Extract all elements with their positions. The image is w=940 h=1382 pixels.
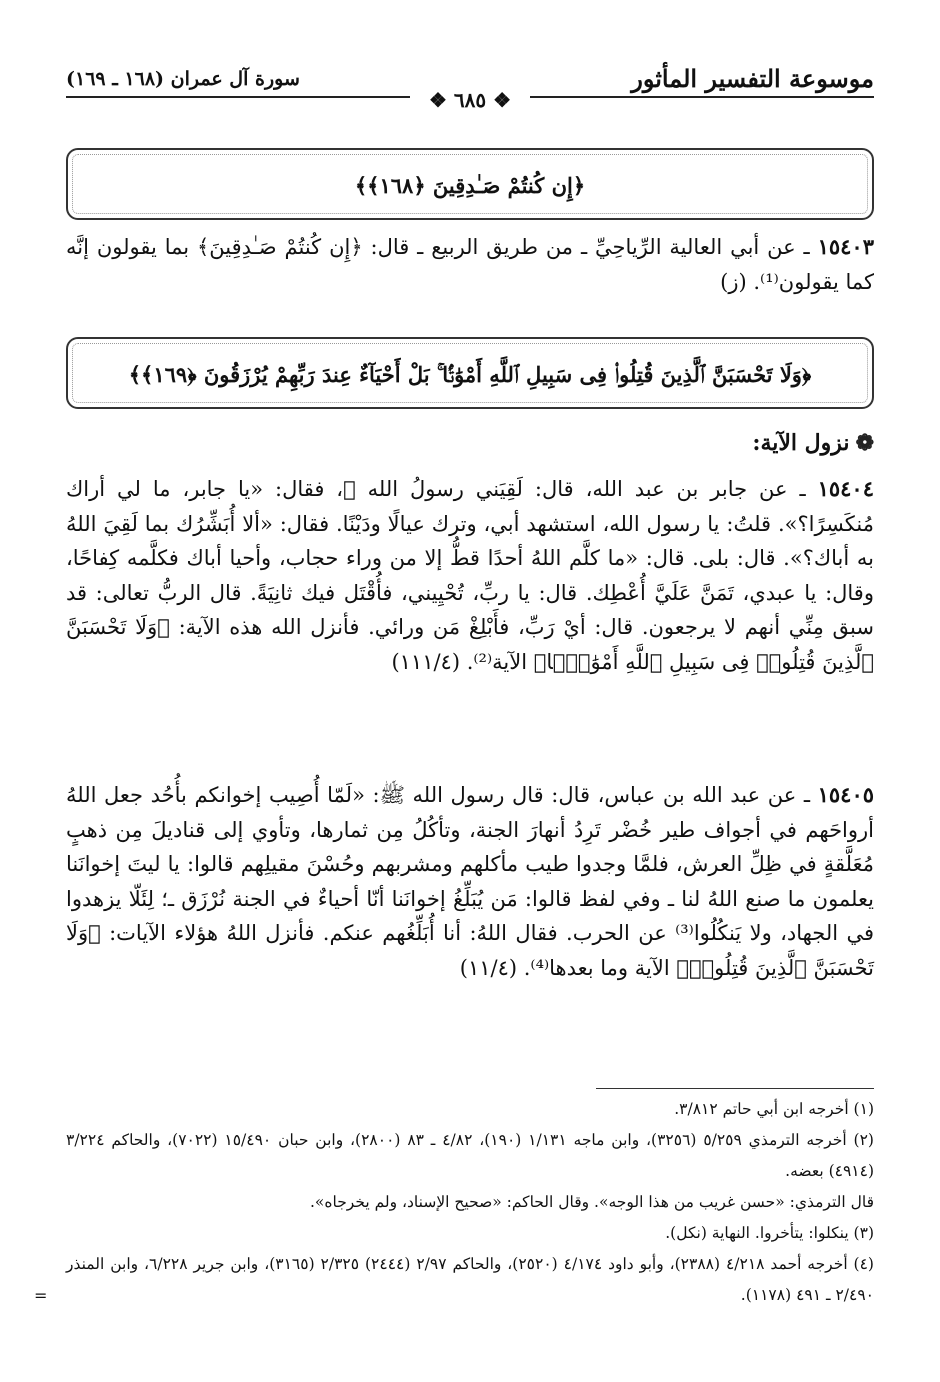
entry-number: ١٥٤٠٤ xyxy=(817,476,874,501)
section-heading: ❁نزول الآية: xyxy=(752,430,874,456)
entry-15404 xyxy=(66,472,874,679)
footnote-rule xyxy=(596,1088,874,1089)
entry-number: ١٥٤٠٥ xyxy=(817,782,875,807)
ornament-icon: ❖ xyxy=(428,88,454,112)
entry-number: ١٥٤٠٣ xyxy=(817,234,874,259)
entry-text: ـ عن جابر بن عبد الله، قال: لَقِيَني رسولُ الله ﷺ، فقال: «يا جابر، ما لي أراك مُنكَسِرًا؟». قلتُ: يا رسول الله، استشهد أبي، وترك عيالًا ودَيْنًا. فقال: «ألا أُبَشِّرُك بما لَقِيَ اللهُ به أباك؟». قال: بلى. قال: «ما كلَّم اللهُ أحدًا قطُّ إلا من وراء حجاب، وأحيا أباك فكلَّمه كِفاحًا، وقال: يا عبدي، تَمَنَّ عَلَيَّ أُعْطِك. قال: يا ربِّ، تُحْيِيني، فأُقْتَل فيك ثانِيَةً. قال الربُّ تعالى: قد سبق مِنِّي أنهم لا يرجعون. قال: أيْ رَبِّ، فأَبْلِغْ مَن ورائي. فأنزل الله هذه الآية: ﴿وَلَا تَحْسَبَنَّ ٱلَّذِينَ قُتِلُوا۟ فِى سَبِيلِ ٱللَّهِ أَمْوَٰتًۢا﴾ الآية⁽²⁾. (١١١/٤) xyxy=(66,477,874,674)
ayah-box-169: ﴿وَلَا تَحْسَبَنَّ ٱلَّذِينَ قُتِلُوا۟ فِى سَبِيلِ ٱللَّهِ أَمْوَٰتًۢا ۚ بَلْ أَحْيَآءٌ عِندَ رَبِّهِمْ يُرْزَقُونَ ﴿١٦٩﴾﴾ xyxy=(66,337,874,409)
footnote: (٤) أخرجه أحمد ٤/٢١٨ (٢٣٨٨)، وأبو داود ٤/١٧٤ (٢٥٢٠)، والحاكم ٢/٩٧ (٢٤٤٤) ٢/٣٢٥ (٣١٦٥)، وابن جرير ٦/٢٢٨، وابن المنذر ٢/٤٩٠ ـ ٤٩١ (١١٧٨). xyxy=(66,1255,874,1304)
book-title: موسوعة التفسير المأثور xyxy=(631,64,874,93)
footnote: (١) أخرجه ابن أبي حاتم ٣/٨١٢. xyxy=(674,1100,874,1118)
page-number: ❖ ٦٨٥ ❖ xyxy=(410,88,530,112)
surah-reference: سورة آل عمران (١٦٨ ـ ١٦٩) xyxy=(66,68,300,90)
ayah-box-168: ﴿إِن كُنتُمْ صَـٰدِقِينَ ﴿١٦٨﴾﴾ xyxy=(66,148,874,220)
flower-icon: ❁ xyxy=(855,430,874,456)
entry-text: ـ عن أبي العالية الرِّياحِيِّ ـ من طريق الربيع ـ قال: ﴿إِن كُنتُمْ صَـٰدِقِينَ﴾ بما يقولون إنَّه كما يقولون⁽¹⁾. (ز) xyxy=(66,235,874,294)
entry-15403 xyxy=(66,230,874,299)
ornament-icon: ❖ xyxy=(486,88,512,112)
footnote: (٣) ينكلوا: يتأخروا. النهاية (نكل). xyxy=(665,1224,874,1242)
footnote: (٢) أخرجه الترمذي ٥/٢٥٩ (٣٢٥٦)، وابن ماجه ١/١٣١ (١٩٠)، ٤/٨٢ ـ ٨٣ (٢٨٠٠)، وابن حبان ١٥/٤٩٠ (٧٠٢٢)، والحاكم ٣/٢٢٤ (٤٩١٤) بعضه. xyxy=(66,1131,874,1180)
entry-text: ـ عن عبد الله بن عباس، قال: قال رسول الله ﷺ: «لَمّا أُصِيب إخوانكم بأُحُد جعل اللهُ أرواحَهم في أجواف طير خُضْر تَرِدُ أنهارَ الجنة، وتأكُلُ مِن ثمارها، وتأوي إلى قناديلَ مِن ذهبٍ مُعَلَّقةٍ في ظِلِّ العرش، فلمَّا وجدوا طيب مأكلهم ومشربهم وحُسْنَ مقيلِهم قالوا: يا ليتَ إخوانَنا يعلمون ما صنع اللهُ لنا ـ وفي لفظ قالوا: مَن يُبَلِّغُ إخوانَنا أنّا أحياءٌ في الجنة نُرْزَق ـ؛ لِئَلّا يزهدوا في الجهاد، ولا يَنكُلُوا⁽³⁾ عن الحرب. فقال اللهُ: أنا أُبَلِّغُهم عنكم. فأنزل اللهُ هؤلاء الآيات: ﴿وَلَا تَحْسَبَنَّ ٱلَّذِينَ قُتِلُوا۟﴾ الآية وما بعدها⁽⁴⁾. (١١/٤) xyxy=(66,783,874,980)
footnote: قال الترمذي: «حسن غريب من هذا الوجه». وقال الحاكم: «صحيح الإسناد، ولم يخرجاه». xyxy=(309,1193,874,1211)
margin-mark: = xyxy=(34,1286,48,1305)
footnotes xyxy=(66,1094,874,1311)
entry-15405 xyxy=(66,778,874,985)
